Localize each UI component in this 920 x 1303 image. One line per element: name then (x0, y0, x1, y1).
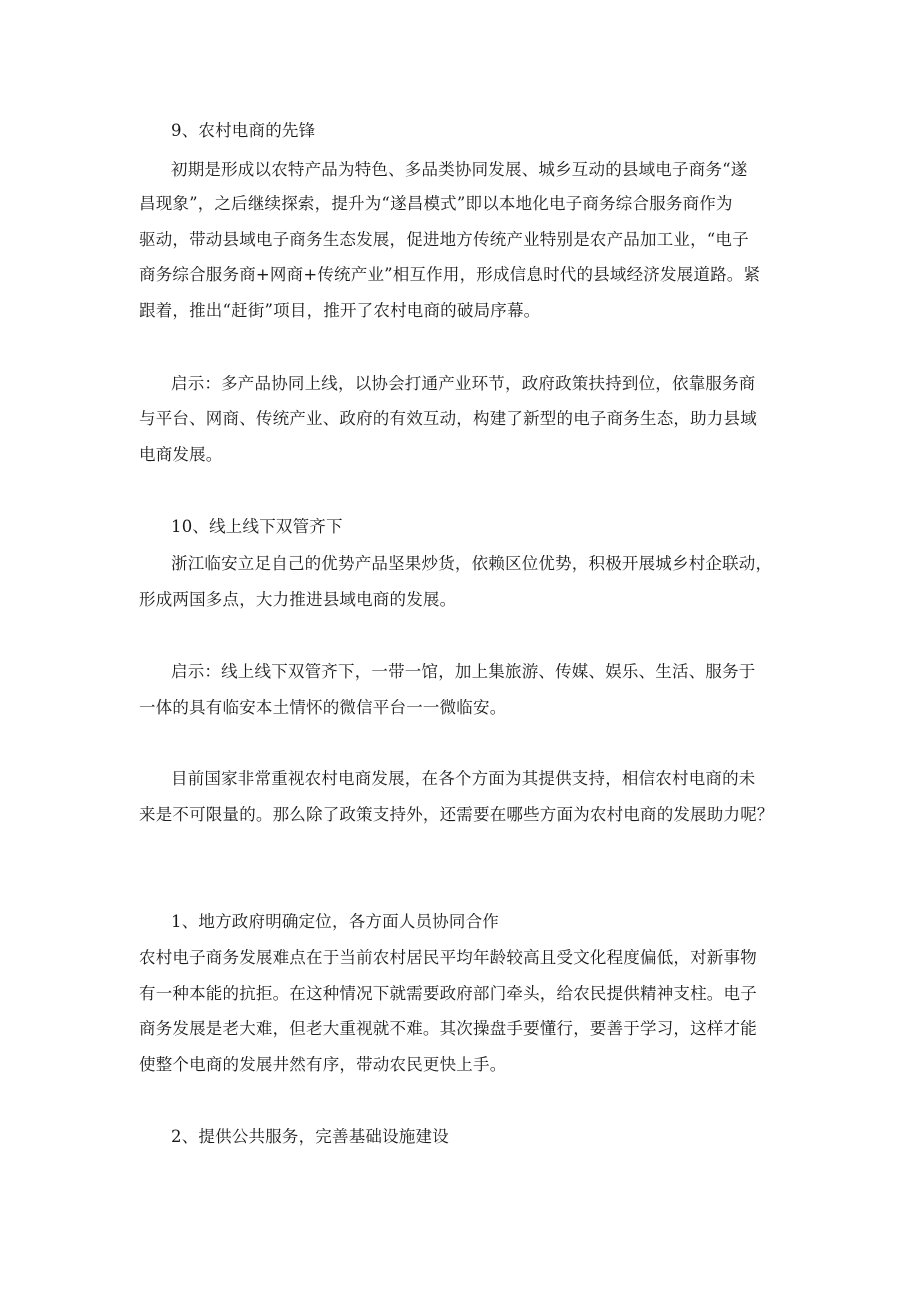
section-9-body-line: 跟着，推出“赶街”项目，推开了农村电商的破局序幕。 (139, 301, 541, 320)
section-10-body-line: 浙江临安立足自己的优势产品坚果炒货，依赖区位优势，积极开展城乡村企联动， (171, 554, 773, 573)
point-1-body-line: 有一种本能的抗拒。在这种情况下就需要政府部门牵头，给农民提供精神支柱。电子 (139, 984, 757, 1003)
section-9-insight-line: 电商发展。 (139, 445, 223, 464)
summary-line: 来是不可限量的。那么除了政策支持外，还需要在哪些方面为农村电商的发展助力呢？ (139, 805, 774, 824)
section-9-body-line: 昌现象”，之后继续探索，提升为“遂昌模式”即以本地化电子商务综合服务商作为 (139, 194, 733, 213)
point-1-body-line: 使整个电商的发展井然有序，带动农民更快上手。 (139, 1055, 507, 1074)
section-9-insight-line: 启示：多产品协同上线，以协会打通产业环节，政府政策扶持到位，依靠服务商 (171, 374, 756, 393)
section-9-body-line: 初期是形成以农特产品为特色、多品类协同发展、城乡互动的县域电子商务“遂 (171, 160, 748, 179)
point-1-body-line: 商务发展是老大难，但老大重视就不难。其次操盘手要懂行，要善于学习，这样才能 (139, 1019, 757, 1038)
section-9-body-line: 商务综合服务商+网商+传统产业”相互作用，形成信息时代的县域经济发展道路。紧 (139, 265, 761, 284)
point-1-heading: 1、地方政府明确定位，各方面人员协同合作 (171, 912, 499, 931)
section-9-body-line: 驱动，带动县域电子商务生态发展，促进地方传统产业特别是农产品加工业，“电子 (139, 230, 749, 249)
point-2-heading: 2、提供公共服务，完善基础设施建设 (171, 1127, 449, 1146)
section-10-insight-line: 一体的具有临安本土情怀的微信平台一一微临安。 (139, 698, 507, 717)
section-10-body-line: 形成两国多点，大力推进县域电商的发展。 (139, 590, 457, 609)
section-10-insight-line: 启示：线上线下双管齐下，一带一馆，加上集旅游、传媒、娱乐、生活、服务于 (171, 662, 756, 681)
summary-line: 目前国家非常重视农村电商发展，在各个方面为其提供支持，相信农村电商的未 (171, 769, 756, 788)
section-9-insight-line: 与平台、网商、传统产业、政府的有效互动，构建了新型的电子商务生态，助力县域 (139, 409, 757, 428)
point-1-body-line: 农村电子商务发展难点在于当前农村居民平均年龄较高且受文化程度偏低，对新事物 (139, 948, 757, 967)
section-10-heading: 10、线上线下双管齐下 (171, 517, 343, 536)
section-9-heading: 9、农村电商的先锋 (171, 121, 316, 140)
